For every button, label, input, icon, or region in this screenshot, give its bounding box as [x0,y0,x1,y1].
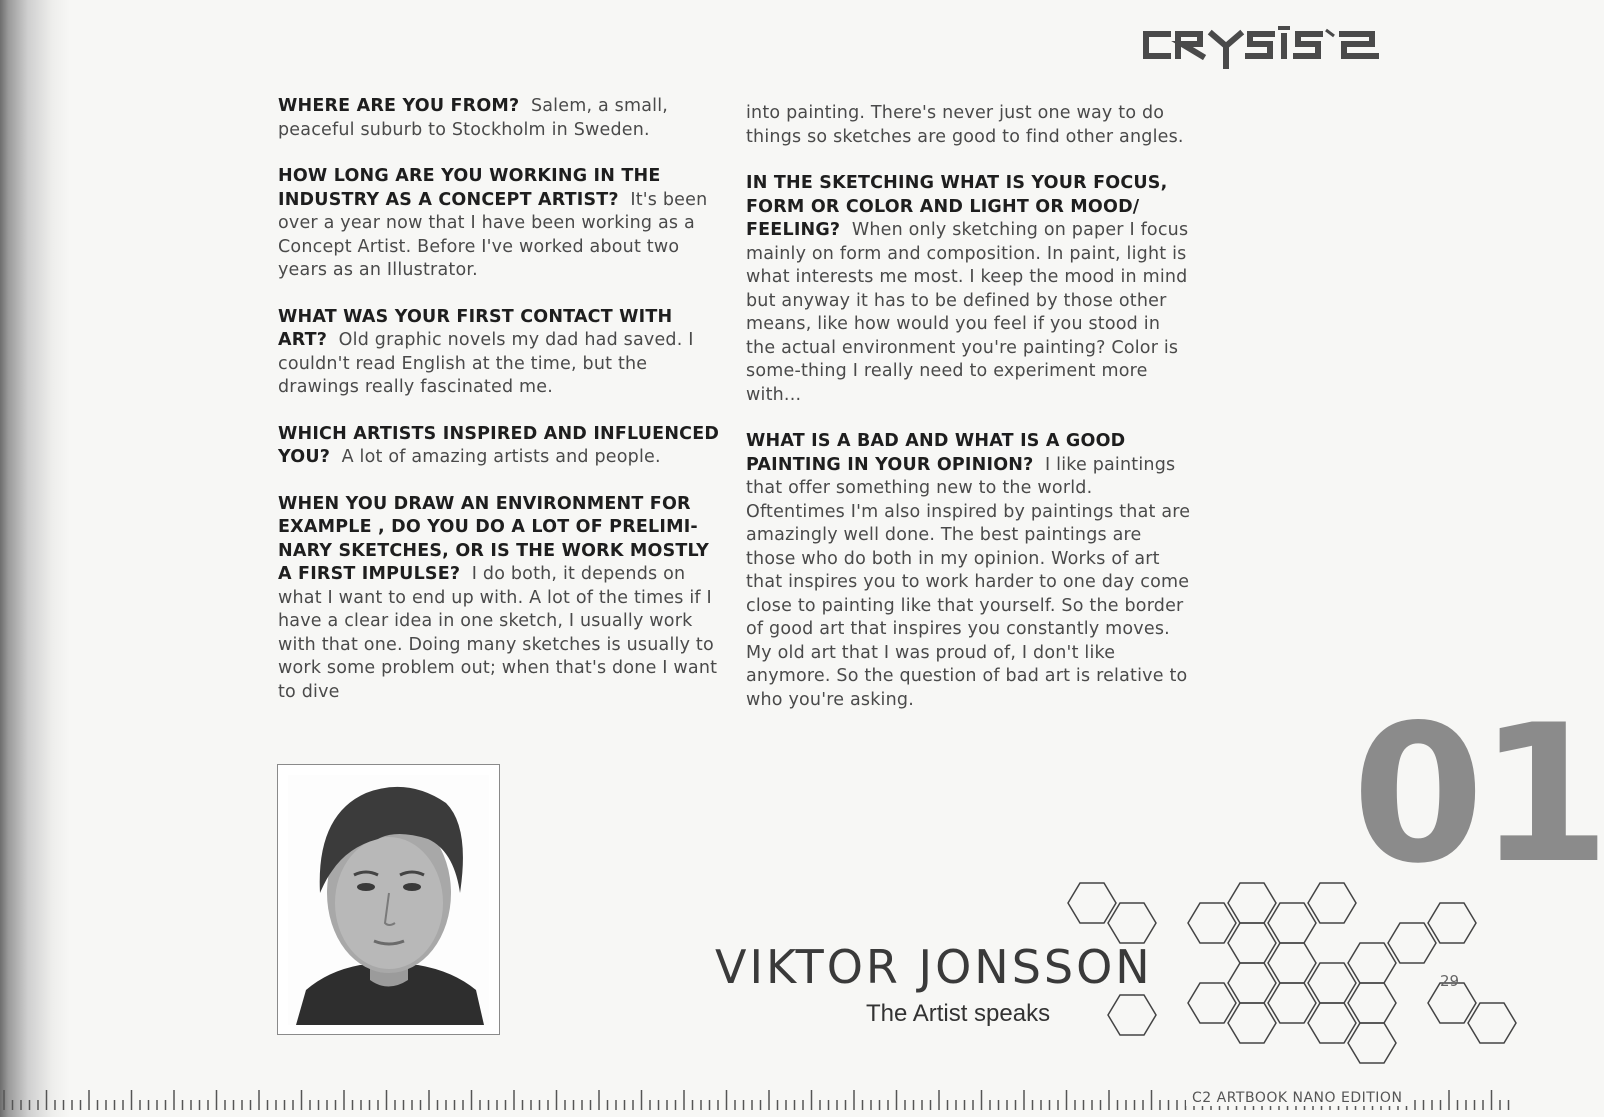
answer: Old graphic novels my dad had saved. I couldn't read English at the time, but the drawings really fascinated me. [278,330,694,397]
answer: I like paintings that offer something new to the world. Oftentimes I'm also inspired by paintings that are amazingly well done. The best paintings are those who do both in my opinion. Works of art that inspires you to work harder to one day come close to painting like that yourself. So the border of good art that inspires you constantly moves. My old art that I was proud of, I don't like anymore. So the question of bad art is relative to who you're asking. [746,454,1191,710]
chapter-number: 01 [1352,684,1604,905]
book-spine-shadow [0,0,70,1117]
qa-item [278,165,726,283]
qa-item [746,172,1194,407]
qa-item [278,423,726,470]
question: IN THE SKETCHING WHAT IS YOUR FOCUS, FORM OR COLOR AND LIGHT OR MOOD/ FEELING? [746,173,1168,240]
qa-item [278,306,726,400]
qa-item [278,95,726,142]
artist-portrait [288,775,489,1025]
artist-portrait-frame [277,764,500,1035]
page-number: 29 [1440,972,1460,990]
artist-name: VIKTOR JONSSON [715,940,1153,994]
qa-item [278,493,726,705]
crysis-2-logo [1138,22,1413,70]
section-subtitle: The Artist speaks [866,1000,1051,1027]
answer: When only sketching on paper I focus mainly on form and composition. In paint, light is what interests me most. I keep the mood in mind but anyway it has to be defined by those other means, like how would you feel if you stood in the actual environment you're painting? Color is some-thing I really need to experiment more with... [746,220,1189,405]
left-text-column [278,95,726,727]
question: WHAT WAS YOUR FIRST CONTACT WITH ART? [278,306,673,350]
question: HOW LONG ARE YOU WORKING IN THE INDUSTRY AS A CONCEPT ARTIST? [278,166,661,210]
answer-continuation: into painting. There's never just one way to do things so sketches are good to find other angles. [746,103,1184,147]
answer: A lot of amazing artists and people. [341,447,661,467]
answer: Salem, a small, peaceful suburb to Stockholm in Sweden. [278,96,669,140]
footer-edition: C2 ARTBOOK NANO EDITION [1186,1090,1408,1106]
question: WHEN YOU DRAW AN ENVIRONMENT FOR EXAMPLE , DO YOU DO A LOT OF PRELIMI-NARY SKETCHES, OR IS THE WORK MOSTLY A FIRST IMPULSE? [278,493,710,584]
qa-item [746,430,1194,712]
question: WHERE ARE YOU FROM? [278,96,520,116]
question: WHAT IS A BAD AND WHAT IS A GOOD PAINTING IN YOUR OPINION? [746,431,1126,475]
answer: It's been over a year now that I have been working as a Concept Artist. Before I've worked about two years as an Illustrator. [278,189,708,280]
answer: I do both, it depends on what I want to end up with. A lot of the times if I have a clear idea in one sketch, I usually work with that one. Doing many sketches is usually to work some problem out; when that's done I want to dive [278,564,718,702]
question: WHICH ARTISTS INSPIRED AND INFLUENCED YOU? [278,423,720,467]
right-text-column [746,102,1194,735]
